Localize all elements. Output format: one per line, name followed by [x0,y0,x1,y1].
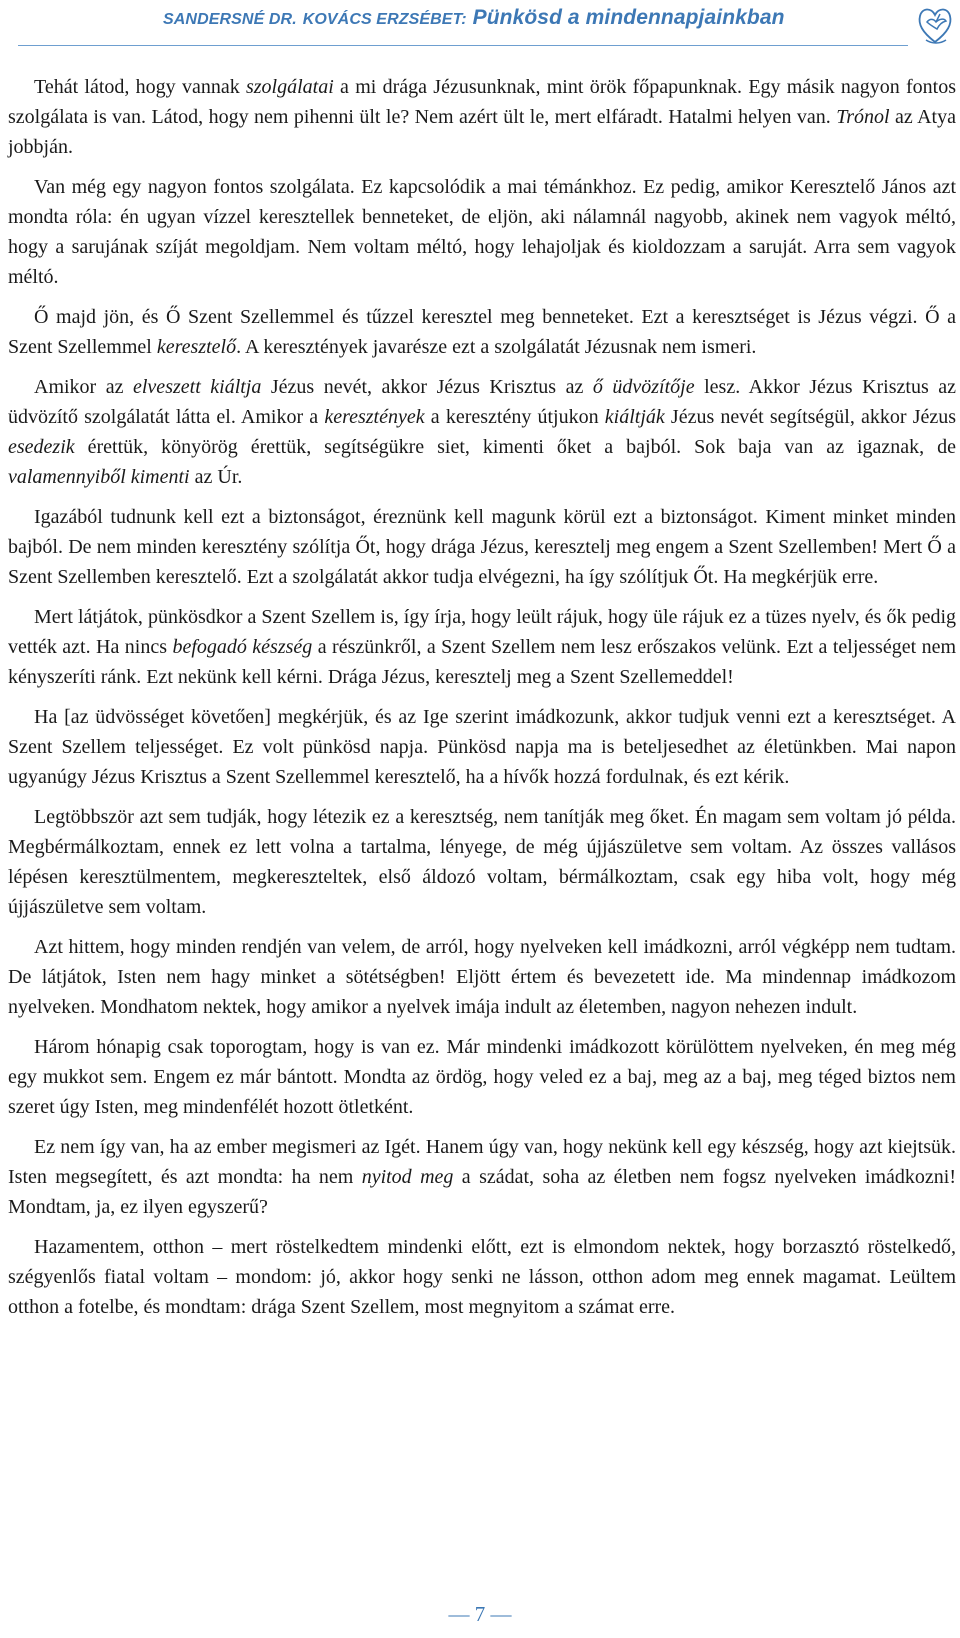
paragraph-text: Jézus nevét segítségül, akkor Jézus [664,406,957,428]
paragraph-text: a szádat, soha az életben nem fogsz nyelveken imádkozni! Mondtam, ja, ez ilyen egyszerű? [8,1166,957,1218]
body-paragraph [8,602,956,692]
emphasized-text: ő üdvözítője [592,376,695,398]
paragraph-text: Ő majd jön, és Ő Szent Szellemmel és tűzzel keresztel meg benneteket. Ezt a keresztséget is Jézus végzi. Ő a Szent Szellemmel [8,306,956,358]
author-first-name: SANDERSNÉ DR. [163,11,297,28]
body-paragraph [8,72,956,162]
body-paragraph [8,802,956,922]
paragraph-text: Igazából tudnunk kell ezt a biztonságot, éreznünk kell magunk körül ezt a biztonságot. Kiment minket minden bajból. De nem minden keresztény szólítja Őt, hogy drága Jézus, keresztelj meg engem a Szent Szellemben! Mert Ő a Szent Szellemben keresztelő. Ezt a szolgálatát akkor tudja elvégezni, ha így szólítjuk Őt. Ha megkérjük erre. [8,506,956,588]
body-paragraph [8,932,956,1022]
body-paragraph [8,502,956,592]
paragraph-text: Három hónapig csak toporogtam, hogy is van ez. Már mindenki imádkozott körülöttem nyelveken, én meg még egy mukkot sem. Engem ez már bántott. Mondta az ördög, hogy veled ez a baj, meg az a baj, meg téged biztos nem szeret úgy Isten, meg mindenfélét hozott ötletként. [8,1036,956,1118]
body-paragraph [8,1232,956,1322]
emphasized-text: keresztelő [156,336,237,358]
body-paragraph [8,372,956,492]
paragraph-text: a keresztény útjukon [424,406,605,428]
document-body [8,72,956,1332]
page-header [0,0,960,52]
running-title [163,6,785,30]
body-paragraph [8,302,956,362]
paragraph-text: Jézus nevét, akkor Jézus Krisztus az [261,376,593,398]
paragraph-text: Amikor az [34,376,133,398]
emphasized-text: keresztények [324,406,425,428]
paragraph-text: Ha [az üdvösséget követően] megkérjük, és az Ige szerint imádkozunk, akkor tudjuk venni ezt a keresztséget. A Szent Szellem teljességet. Ez volt pünkösd napja. Pünkösd napja ma is beteljesedhet az életünkben. Mai napon ugyanúgy Jézus Krisztus a Szent Szellemmel keresztelő, ha a hívők hozzá fordulnak, és ezt kérik. [8,706,956,788]
body-paragraph [8,702,956,792]
body-paragraph [8,1132,956,1222]
paragraph-text: érettük, könyörög érettük, segítségükre siet, kimenti őket a bajból. Sok baja van az igaznak, de [74,436,956,458]
paragraph-text: a részünkről, a Szent Szellem nem lesz erőszakos velünk. Ezt a teljességet nem kényszeríti ránk. Ezt nekünk kell kérni. Drága Jézus, keresztelj meg a Szent Szellemeddel! [8,636,956,688]
body-paragraph [8,172,956,292]
paragraph-text: Ez nem így van, ha az ember megismeri az Igét. Hanem úgy van, hogy nekünk kell egy készség, hogy azt kiejtsük. Isten megsegített, és azt mondta: ha nem [8,1136,956,1188]
dove-heart-icon [916,2,954,46]
paragraph-text: Mert látjátok, pünkösdkor a Szent Szellem is, így írja, hogy leült rájuk, hogy üle rájuk ez a tüzes nyelv, és ők pedig vették azt. Ha nincs [8,606,956,658]
paragraph-text: a mi drága Jézusunknak, mint örök főpapunknak. Egy másik nagyon fontos szolgálata is van. Látod, hogy nem pihenni ült le? Nem azért ült le, mert elfáradt. Hatalmi helyen van. [8,76,957,128]
emphasized-text: befogadó készség [172,636,313,658]
paragraph-text: az Úr. [189,466,243,488]
paragraph-text: lesz. Akkor Jézus Krisztus az üdvözítő szolgálatát látta el. Amikor a [8,376,957,428]
page-number: — 7 — [448,1602,512,1626]
paragraph-text: Azt hittem, hogy minden rendjén van velem, de arról, hogy nyelveken kell imádkozni, arról végképp nem tudtam. De látjátok, Isten nem hagy minket a sötétségben! Eljött értem és bevezetett ide. Ma mindennap imádkozom nyelveken. Mondhatom nektek, hogy amikor a nyelvek imája indult az életemben, nagyon nehezen indult. [8,936,956,1018]
emphasized-text: kiáltják [604,406,665,428]
header-divider [18,45,908,46]
emphasized-text: valamennyiből kimenti [8,466,190,488]
paragraph-text: . A keresztények javarésze ezt a szolgálatát Jézusnak nem ismeri. [236,336,757,358]
emphasized-text: esedezik [8,436,75,458]
body-paragraph [8,1032,956,1122]
author-last-name: KOVÁCS ERZSÉBET: [302,11,467,28]
paragraph-text: az Atya jobbján. [8,106,956,158]
emphasized-text: szolgálatai [245,76,334,98]
paragraph-text: Van még egy nagyon fontos szolgálata. Ez kapcsolódik a mai témánkhoz. Ez pedig, amikor Keresztelő János azt mondta róla: én ugyan vízzel keresztellek benneteket, de eljön, aki nálamnál nagyobb, akinek nem vagyok méltó, hogy a sarujának szíját megoldjam. Nem voltam méltó, hogy lehajoljak és kioldozzam a saruját. Arra sem vagyok méltó. [8,176,956,288]
emphasized-text: Trónol [836,106,890,128]
paragraph-text: Tehát látod, hogy vannak [34,76,246,98]
emphasized-text: elveszett kiáltja [133,376,262,398]
emphasized-text: nyitod meg [361,1166,454,1188]
paragraph-text: Legtöbbször azt sem tudják, hogy létezik ez a keresztség, nem tanítják meg őket. Én magam sem voltam jó példa. Megbérmálkoztam, ennek ez lett volna a tartalma, lényege, de még újjászületve sem voltam. Az összes vallásos lépésen keresztülmentem, megkereszteltek, első áldozó voltam, bérmálkoztam, csak egy hiba volt, hogy még újjászületve sem voltam. [8,806,956,918]
paragraph-text: Hazamentem, otthon – mert röstelkedtem mindenki előtt, ezt is elmondom nektek, hogy borzasztó röstelkedő, szégyenlős fiatal voltam – mondom: jó, akkor hogy senki ne lásson, otthon adom meg ennek magamat. Leültem otthon a fotelbe, és mondtam: drága Szent Szellem, most megnyitom a számat erre. [8,1236,956,1318]
document-title: Pünkösd a mindennapjainkban [472,6,785,29]
